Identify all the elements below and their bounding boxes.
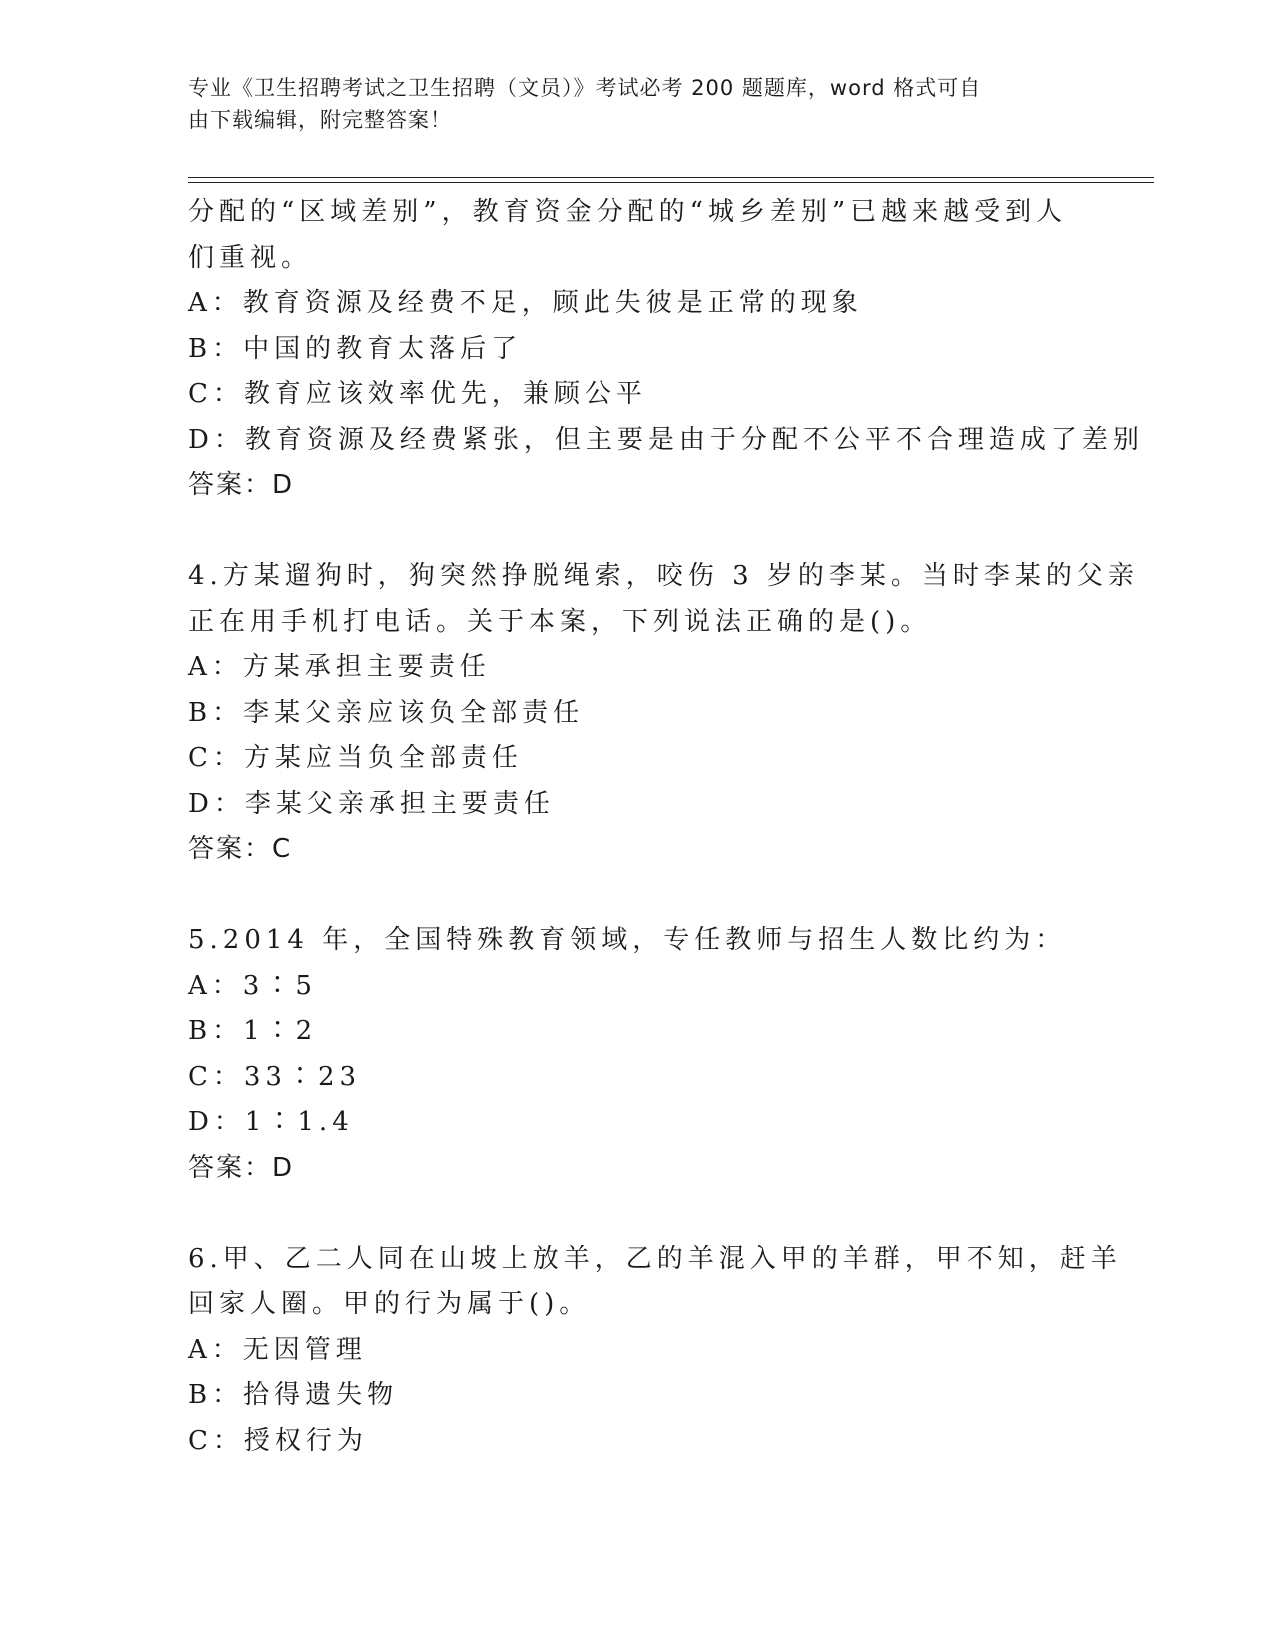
spacer <box>188 509 1088 555</box>
question-stem-line: 4.方某遛狗时，狗突然挣脱绳索，咬伤 3 岁的李某。当时李某的父亲 <box>188 561 1139 591</box>
question-stem-line: 5.2014 年，全国特殊教育领域，专任教师与招生人数比约为： <box>188 925 1067 955</box>
question-3-continuation <box>188 190 1144 509</box>
header-title-line-2: 由下载编辑，附完整答案！ <box>188 108 452 132</box>
question-6 <box>188 1237 1122 1465</box>
question-stem-line: 正在用手机打电话。关于本案，下列说法正确的是()。 <box>188 606 932 637</box>
option-c: C：方某应当负全部责任 <box>188 743 523 773</box>
answer-label: 答案：D <box>188 1152 295 1183</box>
question-stem-line: 们重视。 <box>188 242 313 273</box>
header-divider-bottom <box>188 182 1154 183</box>
option-a: A：无因管理 <box>188 1334 367 1365</box>
question-stem-line: 6.甲、乙二人同在山坡上放羊，乙的羊混入甲的羊群，甲不知，赶羊 <box>188 1243 1122 1274</box>
option-b: B：李某父亲应该负全部责任 <box>188 697 585 728</box>
option-d: D：李某父亲承担主要责任 <box>188 788 555 819</box>
option-b: B：拾得遗失物 <box>188 1380 399 1410</box>
header-title-line-1: 专业《卫生招聘考试之卫生招聘（文员）》考试必考 200 题题库，word 格式可自 <box>188 76 982 100</box>
spacer <box>188 873 1088 919</box>
answer-label: 答案：D <box>188 470 295 500</box>
header-divider-top <box>188 177 1154 178</box>
option-c: C：33∶23 <box>188 1061 362 1092</box>
option-b: B：1∶2 <box>188 1016 318 1046</box>
option-d: D：1∶1.4 <box>188 1107 354 1137</box>
document-body <box>188 190 1144 1464</box>
question-4 <box>188 554 1139 873</box>
question-stem-line: 分配的“区域差别”，教育资金分配的“城乡差别”已越来越受到人 <box>188 197 1068 227</box>
option-a: A：方某承担主要责任 <box>188 652 491 682</box>
answer-label: 答案：C <box>188 834 293 864</box>
option-d: D：教育资源及经费紧张，但主要是由于分配不公平不合理造成了差别 <box>188 424 1144 455</box>
option-c: C：教育应该效率优先，兼顾公平 <box>188 379 647 409</box>
spacer <box>188 1191 1088 1237</box>
question-5 <box>188 918 1088 1191</box>
option-a: A：教育资源及经费不足，顾此失彼是正常的现象 <box>188 288 863 318</box>
option-c: C：授权行为 <box>188 1425 368 1456</box>
option-a: A：3∶5 <box>188 970 317 1001</box>
option-b: B：中国的教育太落后了 <box>188 333 523 364</box>
document-header <box>188 72 1068 136</box>
question-stem-line: 回家人圈。甲的行为属于()。 <box>188 1289 591 1319</box>
